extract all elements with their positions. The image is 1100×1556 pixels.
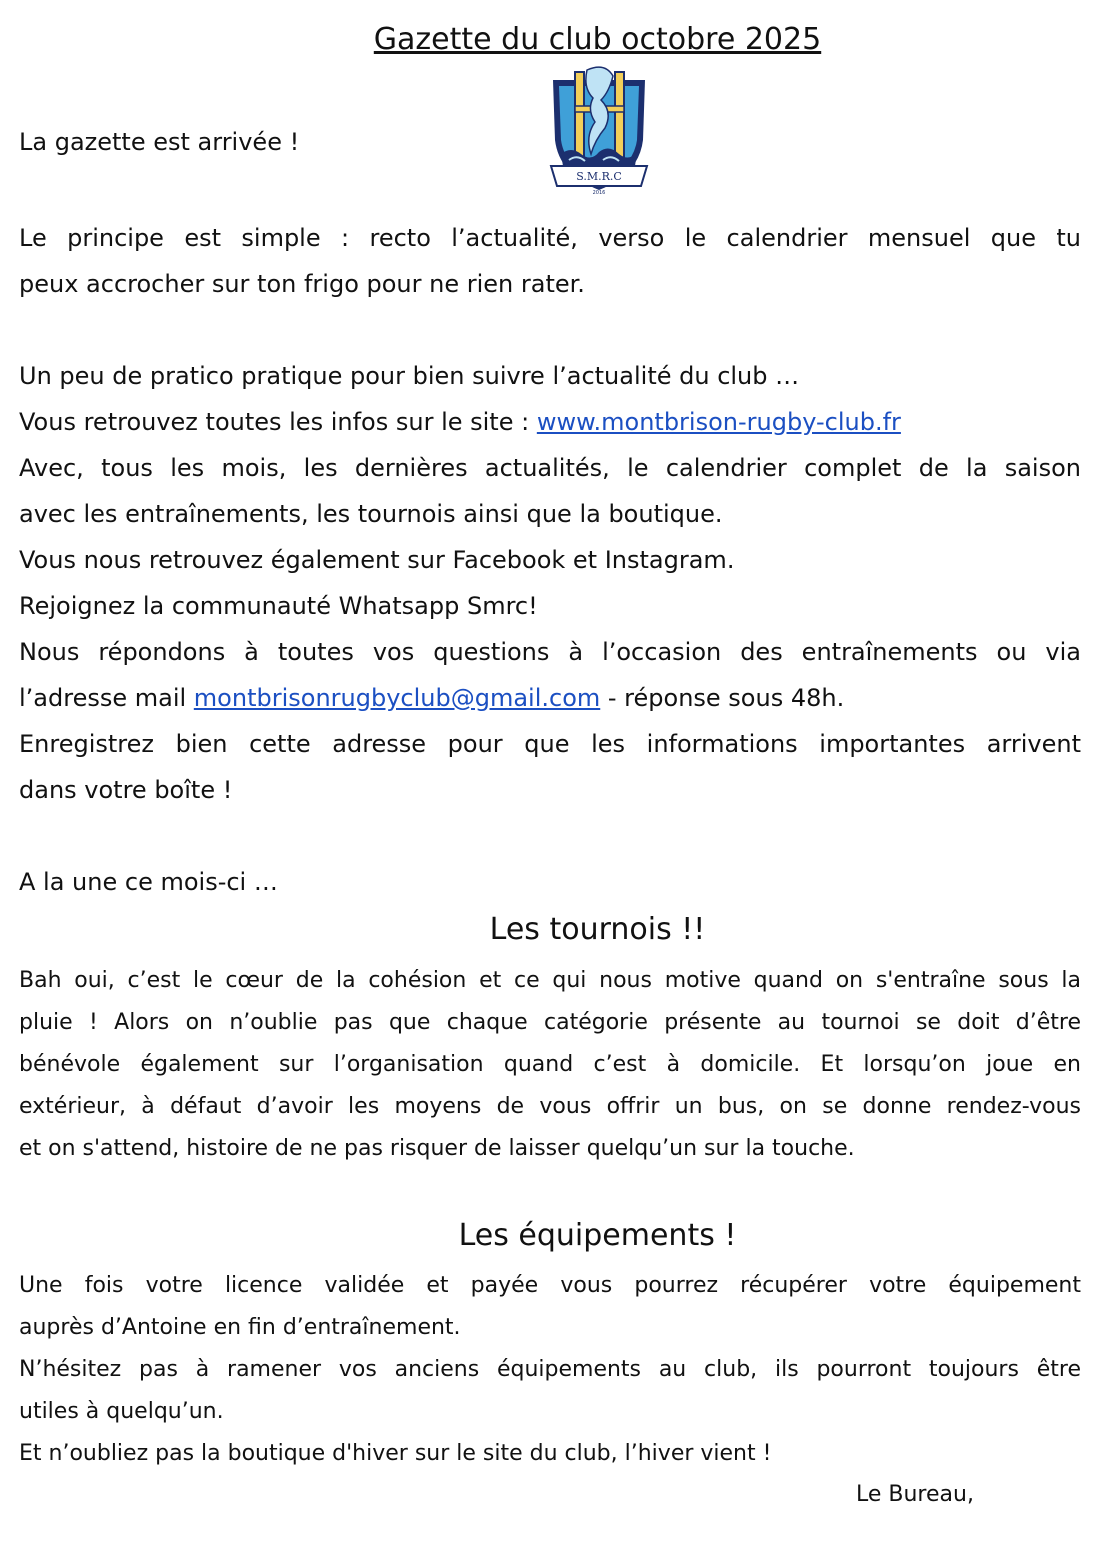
info-line-5: Vous nous retrouvez également sur Facebook et Instagram.	[19, 546, 735, 574]
headline-intro: A la une ce mois-ci …	[19, 868, 278, 896]
tournois-line: pluie ! Alors on n’oublie pas que chaque catégorie présente au tournoi se doit d’être	[19, 1010, 1081, 1035]
email-link[interactable]: montbrisonrugbyclub@gmail.com	[193, 684, 601, 712]
equipements-line: auprès d’Antoine en fin d’entraînement.	[19, 1315, 461, 1340]
equipements-line: Une fois votre licence validée et payée vous pourrez récupérer votre équipement	[19, 1273, 1081, 1298]
equipements-line: utiles à quelqu’un.	[19, 1399, 224, 1424]
info-line-8: l’adresse mail montbrisonrugbyclub@gmail.com - réponse sous 48h.	[19, 684, 845, 712]
principle-line-1: Le principe est simple : recto l’actualité, verso le calendrier mensuel que tu	[19, 224, 1081, 252]
info-line-3: Avec, tous les mois, les dernières actualités, le calendrier complet de la saison	[19, 454, 1081, 482]
info-line-6: Rejoignez la communauté Whatsapp Smrc!	[19, 592, 538, 620]
tournois-line: bénévole également sur l’organisation quand c’est à domicile. Et lorsqu’on joue en	[19, 1052, 1081, 1077]
website-link[interactable]: www.montbrison-rugby-club.fr	[536, 408, 901, 436]
equipements-line: N’hésitez pas à ramener vos anciens équipements au club, ils pourront toujours être	[19, 1357, 1081, 1382]
equipements-line: Et n’oubliez pas la boutique d'hiver sur le site du club, l’hiver vient !	[19, 1441, 772, 1466]
equipements-heading: Les équipements !	[458, 1218, 737, 1253]
logo-text: S.M.R.C	[576, 170, 622, 183]
info-line-10: dans votre boîte !	[19, 776, 233, 804]
info-line-1: Un peu de pratico pratique pour bien suivre l’actualité du club …	[19, 362, 800, 390]
tournois-line: Bah oui, c’est le cœur de la cohésion et ce qui nous motive quand on s'entraîne sous la	[19, 968, 1081, 993]
info-line-9: Enregistrez bien cette adresse pour que les informations importantes arrivent	[19, 730, 1081, 758]
info-line-7: Nous répondons à toutes vos questions à l’occasion des entraînements ou via	[19, 638, 1081, 666]
intro-text: La gazette est arrivée !	[19, 128, 300, 156]
logo-year: 2016	[592, 190, 606, 196]
tournois-line: et on s'attend, histoire de ne pas risquer de laisser quelqu’un sur la touche.	[19, 1136, 855, 1161]
principle-line-2: peux accrocher sur ton frigo pour ne rien rater.	[19, 270, 585, 298]
page-title: Gazette du club octobre 2025	[373, 22, 822, 57]
tournois-line: extérieur, à défaut d’avoir les moyens de vous offrir un bus, on se donne rendez-vous	[19, 1094, 1081, 1119]
info-line-2: Vous retrouvez toutes les infos sur le site : www.montbrison-rugby-club.fr	[19, 408, 901, 436]
info-line-4: avec les entraînements, les tournois ainsi que la boutique.	[19, 500, 723, 528]
signature: Le Bureau,	[856, 1482, 974, 1507]
tournois-heading: Les tournois !!	[489, 912, 706, 947]
